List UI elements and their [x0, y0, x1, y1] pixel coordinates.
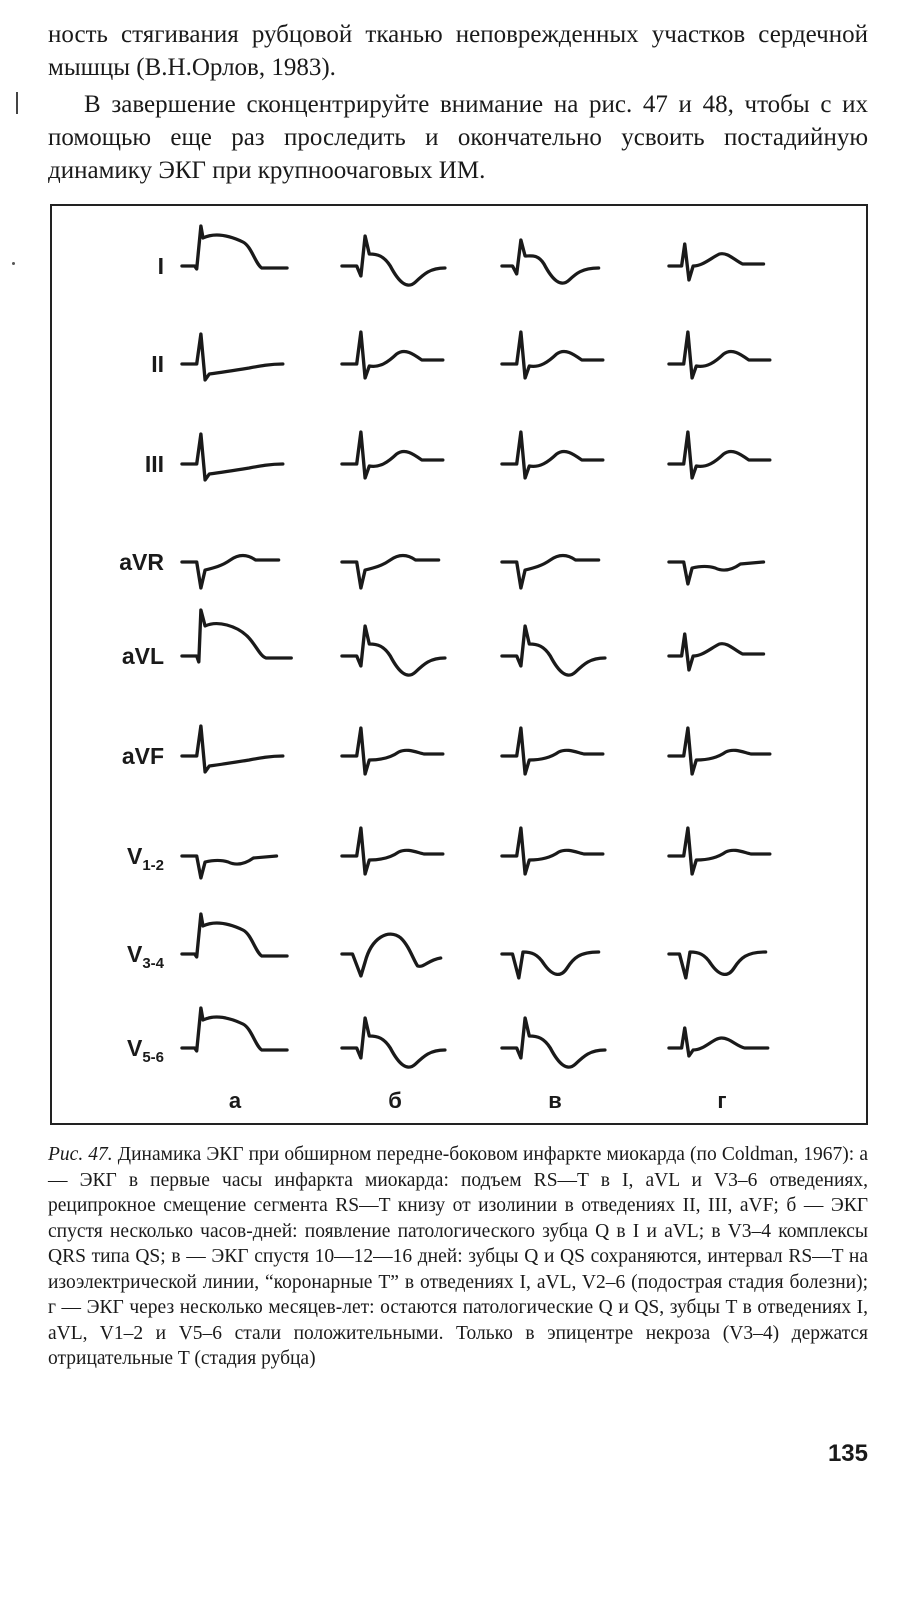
- ecg-trace: [669, 634, 764, 670]
- caption-text: Динамика ЭКГ при обширном передне-боковом инфаркте миокарда (по Coldman, 1967): а — ЭКГ в первые часы инфаркта миокарда: подъем RS—T в I, aVL и V3–6 отведениях, реципрокное смещение сегмента RS—T книзу от изолинии в отведениях II, III, aVF; б — ЭКГ спустя несколько часов-дней: появление патологического зубца Q в I и aVL; в V3–4 комплексы QRS типа QS; в — ЭКГ спустя 10—12—16 дней: зубцы Q и QS сохраняются, интервал RS—T на изоэлектрической линии, “коронарные T” в отведениях I, aVL, V2–6 (подострая стадия болезни); г — ЭКГ через несколько месяцев-лет: остаются патологические Q и QS, зубцы T в отведениях I, aVL, V1–2 и V5–6 стали положительными. Только в эпицентре некроза (V3–4) держатся отрицательные T (стадия рубца): [48, 1144, 868, 1369]
- ecg-trace: [342, 1018, 445, 1067]
- margin-mark: [16, 92, 18, 114]
- ecg-trace: [182, 1008, 287, 1051]
- column-label: а: [228, 1088, 242, 1113]
- ecg-trace: [502, 828, 603, 874]
- ecg-trace: [342, 934, 441, 976]
- ecg-trace: [669, 952, 766, 978]
- lead-label: I: [157, 253, 164, 279]
- column-label: в: [548, 1088, 562, 1113]
- ecg-trace: [502, 626, 605, 675]
- ecg-trace: [669, 332, 770, 378]
- ecg-trace: [502, 432, 603, 478]
- scan-speck: [12, 262, 15, 265]
- caption-label: Рис. 47.: [48, 1144, 113, 1165]
- ecg-trace: [342, 236, 445, 285]
- ecg-trace: [342, 626, 445, 675]
- column-label: б: [388, 1088, 402, 1113]
- column-label: г: [717, 1088, 727, 1113]
- ecg-trace: [182, 434, 283, 480]
- ecg-trace: [502, 240, 599, 283]
- ecg-trace: [182, 556, 279, 589]
- lead-label: aVR: [119, 549, 164, 575]
- ecg-trace: [502, 332, 603, 378]
- ecg-trace: [669, 1028, 768, 1056]
- lead-label: II: [151, 351, 164, 377]
- ecg-trace: [669, 728, 770, 774]
- ecg-trace: [182, 914, 287, 957]
- ecg-trace: [502, 1018, 605, 1067]
- lead-label: $V_{1-2}$: [126, 843, 164, 874]
- paragraph-continuation: ность стягивания рубцовой тканью неповрежденных участков сердечной мышцы (В.Н.Орлов, 1983).: [48, 21, 868, 81]
- ecg-trace: [182, 226, 287, 269]
- page-number: 135: [827, 1440, 868, 1467]
- lead-label: aVL: [121, 643, 164, 669]
- ecg-trace: [342, 332, 443, 378]
- ecg-trace: [669, 828, 770, 874]
- ecg-trace: [502, 556, 599, 589]
- ecg-trace: [502, 728, 603, 774]
- ecg-trace: [182, 334, 283, 380]
- figure-caption: [48, 1142, 868, 1372]
- ecg-trace: [502, 952, 599, 978]
- paragraph-intro: В завершение сконцентрируйте внимание на рис. 47 и 48, чтобы с их помощью еще раз проследить и окончательно усвоить постадийную динамику ЭКГ при крупноочаговых ИМ.: [48, 91, 868, 184]
- ecg-trace: [342, 556, 439, 589]
- lead-label: $V_{3-4}$: [126, 941, 164, 972]
- ecg-trace: [669, 562, 764, 584]
- ecg-grid: [52, 206, 866, 1123]
- ecg-figure: [50, 204, 868, 1125]
- ecg-trace: [669, 244, 764, 280]
- ecg-trace: [182, 856, 277, 878]
- lead-label: III: [144, 451, 164, 477]
- ecg-trace: [669, 432, 770, 478]
- lead-label: $V_{5-6}$: [126, 1035, 164, 1066]
- lead-label: aVF: [121, 743, 164, 769]
- ecg-trace: [182, 610, 291, 662]
- ecg-trace: [342, 828, 443, 874]
- ecg-trace: [342, 432, 443, 478]
- ecg-trace: [182, 726, 283, 772]
- ecg-trace: [342, 728, 443, 774]
